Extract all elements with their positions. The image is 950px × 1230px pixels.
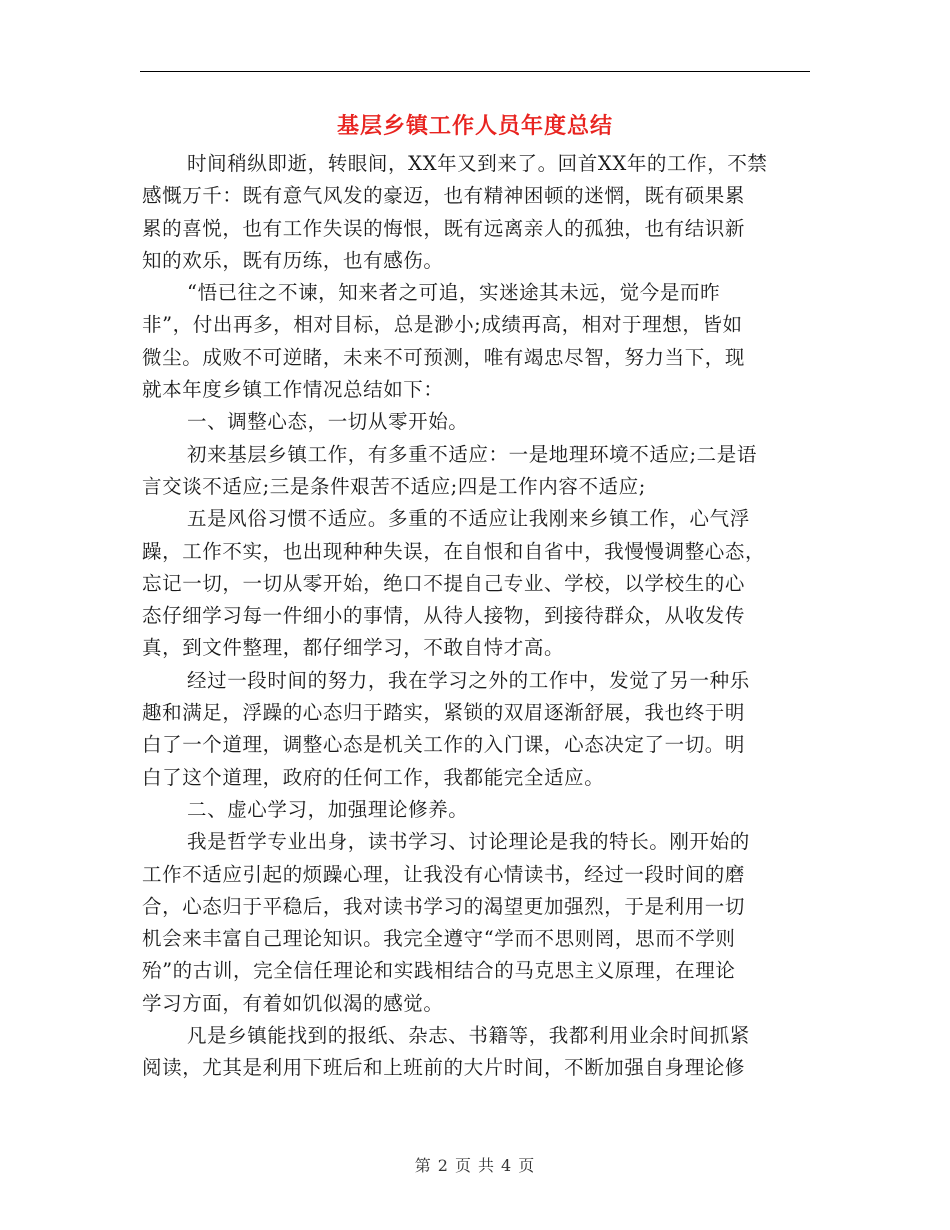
- footer-total-pages: 4: [501, 1156, 513, 1175]
- text-line: 忘记一切，一切从零开始，绝口不提自己专业、学校，以学校生的心: [142, 571, 746, 595]
- document-title: 基层乡镇工作人员年度总结: [336, 113, 613, 139]
- text-line: 感慨万千：既有意气风发的豪迈，也有精神困顿的迷惘，既有硕果累: [142, 184, 746, 208]
- text-line: 工作不适应引起的烦躁心理，让我没有心情读书，经过一段时间的磨: [142, 862, 746, 886]
- header-rule: [140, 71, 810, 72]
- footer-suffix: 页: [518, 1156, 536, 1175]
- text-line: 学习方面，有着如饥似渴的感觉。: [142, 991, 444, 1015]
- text-line: 初来基层乡镇工作，有多重不适应：一是地理环境不适应;二是语: [187, 442, 757, 466]
- text-line: 经过一段时间的努力，我在学习之外的工作中，发觉了另一种乐: [187, 668, 750, 692]
- text-line: 白了一个道理，调整心态是机关工作的入门课，心态决定了一切。明: [142, 733, 746, 757]
- page-footer: [0, 1153, 950, 1176]
- text-line: 五是风俗习惯不适应。多重的不适应让我刚来乡镇工作，心气浮: [187, 507, 750, 531]
- text-line: 殆”的古训，完全信任理论和实践相结合的马克思主义原理，在理论: [142, 959, 736, 983]
- text-line: 合，心态归于平稳后，我对读书学习的渴望更加强烈，于是利用一切: [142, 894, 746, 918]
- text-line: 非”，付出再多，相对目标，总是渺小;成绩再高，相对于理想，皆如: [142, 313, 743, 337]
- text-line: 时间稍纵即逝，转眼间，XX年又到来了。回首XX年的工作，不禁: [187, 152, 768, 175]
- document-body: [142, 148, 810, 1085]
- text-line: 躁，工作不实，也出现种种失误，在自恨和自省中，我慢慢调整心态，: [142, 539, 766, 563]
- text-line: 白了这个道理，政府的任何工作，我都能完全适应。: [142, 765, 605, 789]
- footer-middle: 页 共: [454, 1156, 496, 1175]
- footer-current-page: 2: [437, 1156, 449, 1175]
- text-line: 知的欢乐，既有历练，也有感伤。: [142, 248, 444, 272]
- text-line: 趣和满足，浮躁的心态归于踏实，紧锁的双眉逐渐舒展，我也终于明: [142, 701, 746, 725]
- text-line: 微尘。成败不可逆睹，未来不可预测，唯有竭忠尽智，努力当下，现: [142, 345, 746, 369]
- footer-prefix: 第: [414, 1156, 432, 1175]
- text-line: 真，到文件整理，都仔细学习，不敢自恃才高。: [142, 636, 565, 660]
- text-line: 累的喜悦，也有工作失误的悔恨，既有远离亲人的孤独，也有结识新: [142, 216, 746, 240]
- text-line: 二、虚心学习，加强理论修养。: [187, 797, 469, 821]
- text-line: 就本年度乡镇工作情况总结如下：: [142, 378, 444, 402]
- text-line: 阅读，尤其是利用下班后和上班前的大片时间，不断加强自身理论修: [142, 1056, 746, 1080]
- text-line: 言交谈不适应;三是条件艰苦不适应;四是工作内容不适应;: [142, 474, 646, 498]
- text-line: 一、调整心态，一切从零开始。: [187, 410, 469, 434]
- text-line: 我是哲学专业出身，读书学习、讨论理论是我的特长。刚开始的: [187, 830, 750, 854]
- text-line: “悟已往之不谏，知来者之可追，实迷途其未远，觉今是而昨: [187, 281, 721, 305]
- text-line: 机会来丰富自己理论知识。我完全遵守“学而不思则罔，思而不学则: [142, 927, 736, 951]
- text-line: 态仔细学习每一件细小的事情，从待人接物，到接待群众，从收发传: [142, 604, 746, 628]
- text-line: 凡是乡镇能找到的报纸、杂志、书籍等，我都利用业余时间抓紧: [187, 1024, 750, 1048]
